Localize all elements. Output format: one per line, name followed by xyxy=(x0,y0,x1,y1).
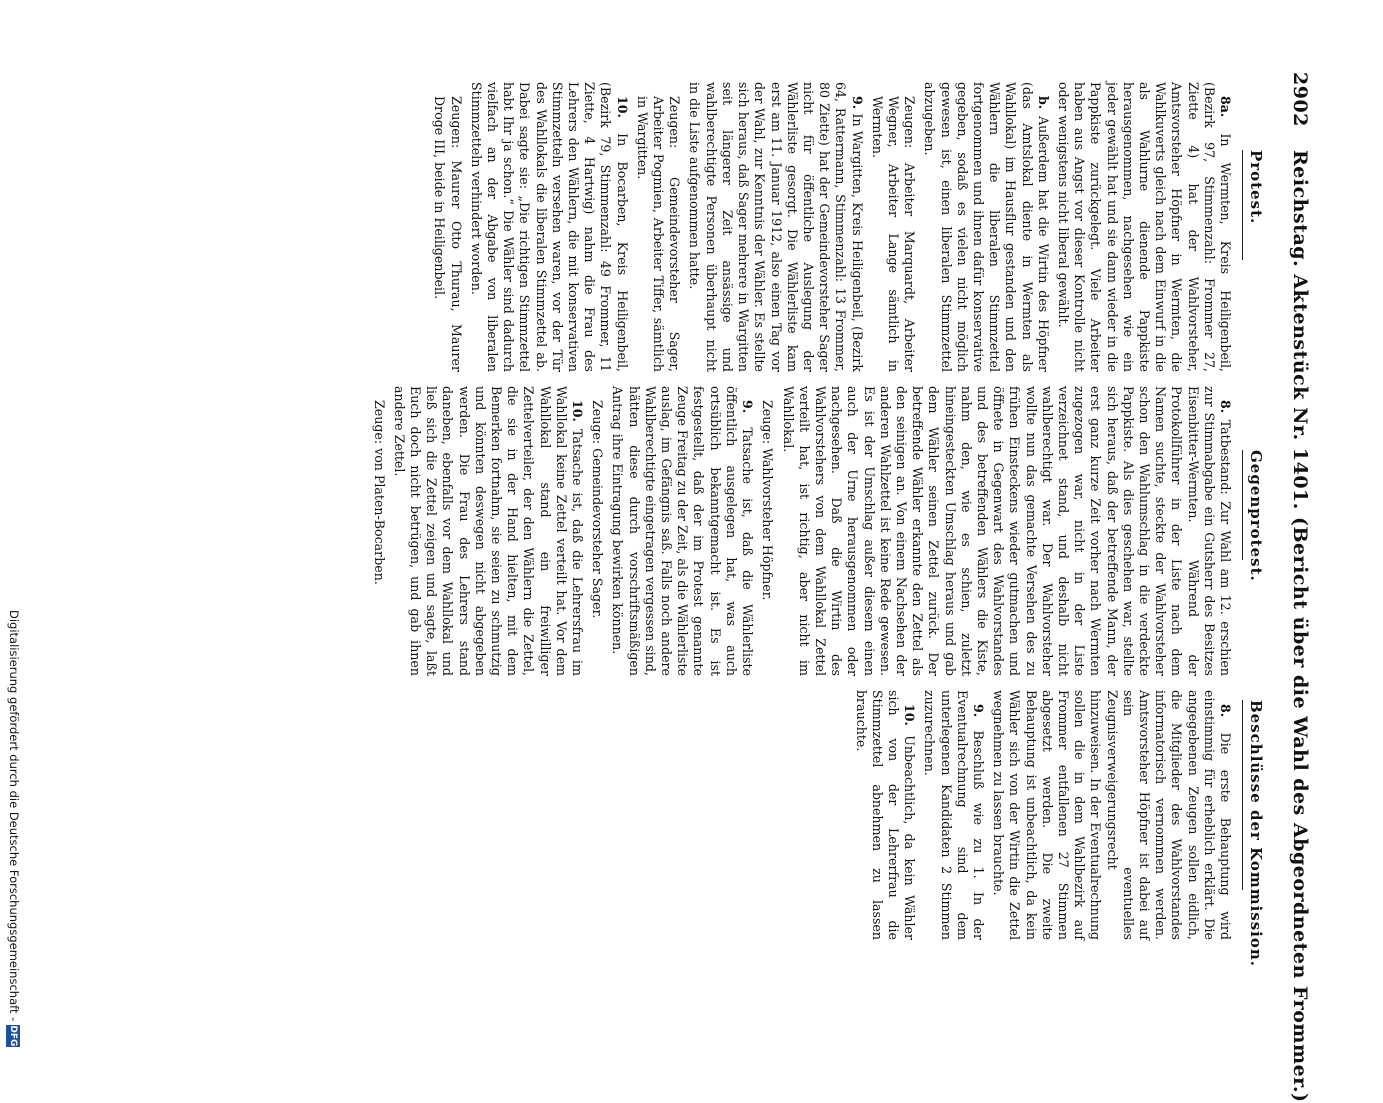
heading-rule xyxy=(1242,700,1243,890)
page-header xyxy=(1289,72,1311,1103)
digitization-text: Digitalisierung gefördert durch die Deutsche Forschungsgemeinschaft - xyxy=(7,610,21,1022)
witness-line: Zeugen: Gemeindevorsteher Sager, Arbeiter Pogmien, Arbeiter Tiffer, sämtlich in Wargitten. xyxy=(634,96,683,372)
protest-heading: Protest. xyxy=(1247,150,1265,225)
digitization-note xyxy=(7,610,22,1047)
witness-line: Zeuge: Gemeindevorsteher Sager. xyxy=(590,400,606,619)
protest-entry: b. Außerdem hat die Wirtin des Höpfner (das Amtslokal diente in Wermten als Wahllokal) im Hausflur gestanden und den Wählern die liberalen Stimmzettel fortgenommen und ihnen dafür konservative gegeben, sodaß es vielen nicht möglich gewesen ist, einen liberalen Stimmzettel abzugeben. xyxy=(922,82,1051,372)
page-title: Reichstag. Aktenstück Nr. 1401. (Bericht über die Wahl des Abgeordneten Frommer.) xyxy=(1289,150,1311,1103)
gegenprotest-column xyxy=(366,386,1233,676)
gegenprotest-entry: 8. Tatbestand: Zur Wahl am 12. erschien zur Stimmabgabe ein Gutsherr des Besitzes Eisenbitter-Wermten. Während der Protokollführer in der Liste nach dem Namen suchte, steckte der Wahlvorsteher schon den Wahlumschlag in die verdeckte Pappkiste. Als dies geschehen war, stellte sich heraus, daß der betreffende Mann, der erst ganz kurze Zeit vorher nach Wermten zugezogen war, nicht in der Liste verzeichnet stand, und deshalb nicht wahlberechtigt war. Der Wahlvorsteher wollte nun das gemachte Versehen des zu frühen Einsteckens wieder gutmachen und öffnete in Gegenwart des Wahlvorstandes und des betreffenden Wählers die Kiste, nahm den, wie es schien, zuletzt hineingesteckten Umschlag heraus und gab dem Wähler seinen Zettel zurück. Der betreffende Wähler erkannte den Zettel als den seinigen an. Von einem Nachsehen der anderen Wahlzettel ist keine Rede gewesen. Es ist der Umschlag außer diesem einen auch der Urne herausgenommen oder nachgesehen. Daß die Wirtin des Wahlvorstehers von dem Wahllokal Zettel verteilt hat, ist richtig, aber nicht im Wahllokal. xyxy=(780,386,1233,676)
witness-line: Zeuge: von Platen-Bocarben. xyxy=(371,400,387,585)
beschluss-entry: 9. Beschluß wie zu 1. In der Eventualrechnung sind dem unterlegenen Kandidaten 2 Stimmen zuzurechnen. xyxy=(922,690,986,940)
page-number: 2902 xyxy=(1289,72,1311,127)
witness-line: Zeugen: Maurer Otto Thurau, Maurer Droge III, beide in Heiligenbeil. xyxy=(432,96,464,372)
beschluss-entry: 10. Unbeachtlich, da kein Wähler sich von der Lehrerfrau die Stimmzettel abnehmen zu lassen brauchte. xyxy=(853,690,918,940)
gegenprotest-entry: 9. Tatsache ist, daß die Wählerliste öffentlich ausgelegen hat, was auch ortsüblich bekanntgemacht ist. Es ist festgestellt, daß der im Protest genannte Zeuge Freitag zu der Zeit, als die Wählerliste auslag, im Gefängnis saß. Falls noch andere Wahlberechtigte eingetragen vergessen sind, hätten diese durch vorschriftsmäßigen Antrag ihre Eintragung bewirken können. xyxy=(610,386,756,676)
gegenprotest-heading: Gegenprotest. xyxy=(1247,450,1265,582)
heading-rule xyxy=(1242,450,1243,560)
beschluesse-heading: Beschlüsse der Kommission. xyxy=(1247,700,1265,967)
beschluss-entry: 8. Die erste Behauptung wird einstimmig für erheblich erklärt. Die angegebenen Zeugen sollen eidlich, die Mitglieder des Wahlvorstandes informatorisch vernommen werden. Amtsvorsteher Höpfner ist dabei auf sein eventuelles Zeugnisverweigerungsrecht hinzuweisen. In der Eventualrechnung sollen die in dem Wahlbezirk auf Frommer entfallenen 27 Stimmen abgesetzt werden. Die zweite Behauptung ist unbeachtlich, da kein Wähler sich von der Wirtin die Zettel wegnehmen zu lassen brauchte. xyxy=(991,690,1233,940)
gegenprotest-entry: 10. Tatsache ist, daß die Lehrersfrau im Wahllokal keine Zettel verteilt hat. Vor dem Wahllokal stand ein freiwilliger Zettelverteiler, der den Wählern die Zettel, die sie in der Hand hielten, mit dem Bemerken fortnahm, sie seien zu schmutzig und könnten deswegen nicht abgegeben werden. Die Frau des Lehrers stand daneben, ebenfalls vor dem Wahllokal und ließ sich die Zettel zeigen und sagte, laßt Euch doch nicht betrügen, und gab ihnen andere Zettel. xyxy=(391,386,586,676)
protest-entry: 9. In Wargitten, Kreis Heiligenbeil, (Bezirk 64, Rattermann, Stimmenzahl: 13 Frommer, 80 Ziette) hat der Gemeindevorsteher Sager nicht für öffentliche Auslegung der Wählerliste gesorgt. Die Wählerliste kam erst am 11. Januar 1912, also einen Tag vor der Wahl, zur Kenntnis der Wähler. Es stellte sich heraus, daß Sager mehrere in Wargitten seit längerer Zeit ansässige und wahlberechtigte Personen überhaupt nicht in die Liste aufgenommen hatte. xyxy=(687,82,865,373)
heading-rule xyxy=(1242,150,1243,260)
dfg-logo: DFG xyxy=(8,1025,19,1047)
protest-entry: 8a. In Wermten, Kreis Heiligenbeil, (Bezirk 97, Stimmenzahl: Frommer 27, Ziette 4) hat der Wahlvorsteher, Amtsvorsteher Höpfner in Wermten, die Wahlkuverts gleich nach dem Einwurf in die als Wahlurne dienende Pappkiste herausgenommen, nachgesehen wie ein jeder gewählt hat und sie dann wieder in die Pappkiste zurückgelegt. Viele Arbeiter haben aus Angst vor dieser Kontrolle nicht oder wenigstens nicht liberal gewählt. xyxy=(1055,82,1233,372)
witness-line: Zeuge: Wahlvorsteher Höpfner. xyxy=(760,400,776,601)
witness-line: Zeugen: Arbeiter Marquardt, Arbeiter Wegner, Arbeiter Lange sämtlich in Wermten. xyxy=(869,96,918,372)
protest-column xyxy=(427,82,1233,372)
protest-entry: 10. In Bocarben, Kreis Heiligenbeil, (Bezirk 79, Stimmenzahl: 49 Frommer, 11 Ziette, 4 Hartwig) nahm die Frau des Lehrers den Wählern, die mit konservativen Stimmzetteln versehen waren, vor der Tür des Wahllokals die liberalen Stimmzettel ab. Dabei sagte sie: „Die richtigen Stimmzettel habt Ihr ja schon.“ Die Wähler sind dadurch vielfach an der Abgabe von liberalen Stimmzetteln verhindert worden. xyxy=(468,82,630,372)
beschluesse-column xyxy=(848,690,1233,940)
